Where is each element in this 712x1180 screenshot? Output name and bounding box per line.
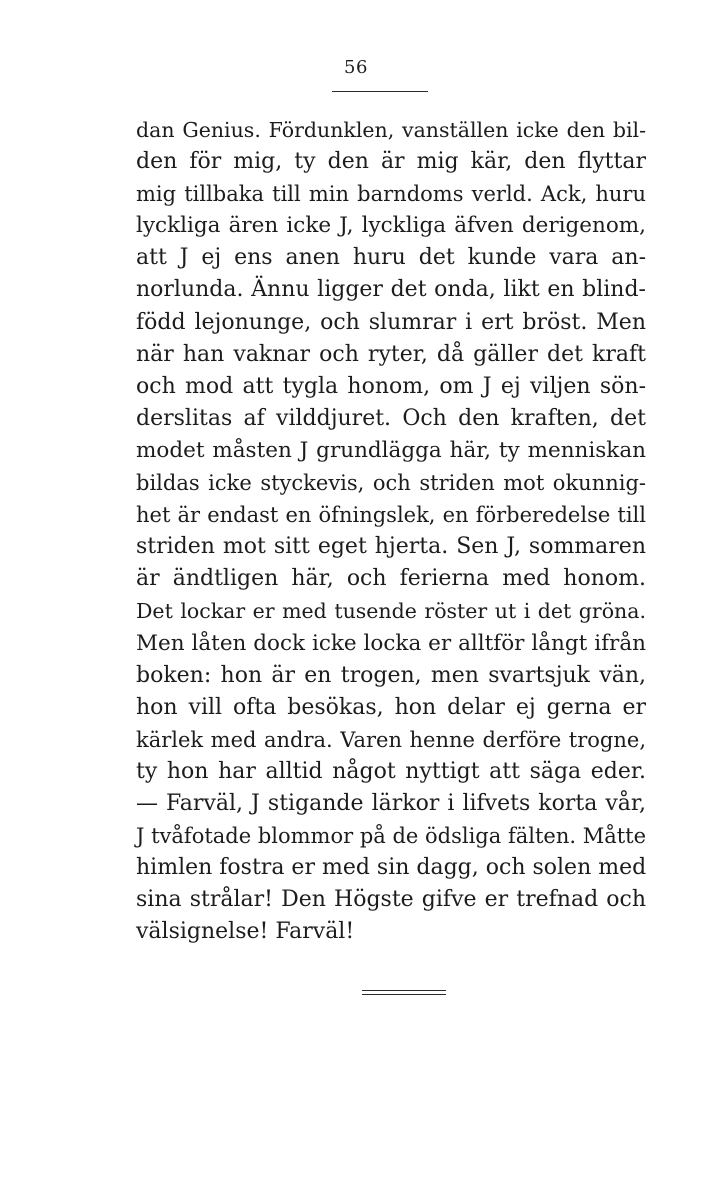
text-line: modet måsten J grundlägga här, ty menniskan: [136, 437, 646, 463]
text-line: dan Genius. Fördunklen, vanställen icke den bil-: [136, 118, 646, 142]
text-line: välsignelse! Farväl!: [136, 919, 355, 945]
text-line: ty hon har alltid något nyttigt att säga eder.: [136, 758, 646, 784]
page-number: 56: [344, 57, 368, 78]
text-line: född lejonunge, och slumrar i ert bröst. Men: [136, 309, 646, 335]
text-line: — Farväl, J stigande lärkor i lifvets korta vår,: [136, 790, 646, 816]
text-line: hon vill ofta besökas, hon delar ej gerna er: [136, 694, 646, 720]
text-line: boken: hon är en trogen, men svartsjuk vän,: [136, 662, 646, 688]
text-line: het är endast en öfningslek, en förberedelse till: [136, 503, 646, 528]
body-text: [136, 114, 646, 948]
text-line: derslitas af vilddjuret. Och den kraften, det: [136, 405, 646, 431]
text-line: att J ej ens anen huru det kunde vara an-: [136, 245, 646, 271]
text-line: himlen fostra er med sin dagg, och solen med: [136, 855, 647, 881]
text-line: norlunda. Ännu ligger det onda, likt en blind-: [136, 277, 646, 303]
text-line: när han vaknar och ryter, då gäller det kraft: [136, 341, 646, 367]
text-line: bildas icke styckevis, och striden mot okunnig-: [136, 471, 646, 496]
text-line: sina strålar! Den Högste gifve er trefnad och: [136, 887, 646, 913]
text-line: Men låten dock icke locka er alltför långt ifrån: [136, 630, 646, 656]
text-line: är ändtligen här, och ferierna med honom.: [136, 566, 646, 592]
text-line: mig tillbaka till min barndoms verld. Ack, huru: [136, 182, 646, 207]
end-rule-bottom: [362, 994, 446, 995]
header-rule: [332, 91, 428, 92]
end-ornament-rule: [362, 990, 446, 1000]
text-line: striden mot sitt eget hjerta. Sen J, sommaren: [136, 534, 646, 560]
text-line: kärlek med andra. Varen henne derföre trogne,: [136, 727, 646, 752]
text-line: Det lockar er med tusende röster ut i det gröna.: [136, 599, 646, 624]
text-line: J tvåfotade blommor på de ödsliga fälten. Måtte: [136, 824, 647, 849]
text-line: och mod att tygla honom, om J ej viljen sön-: [136, 373, 646, 399]
text-line: lyckliga ären icke J, lyckliga äfven derigenom,: [136, 213, 646, 239]
text-line: den för mig, ty den är mig kär, den flyttar: [136, 149, 646, 175]
end-rule-top: [362, 990, 446, 991]
